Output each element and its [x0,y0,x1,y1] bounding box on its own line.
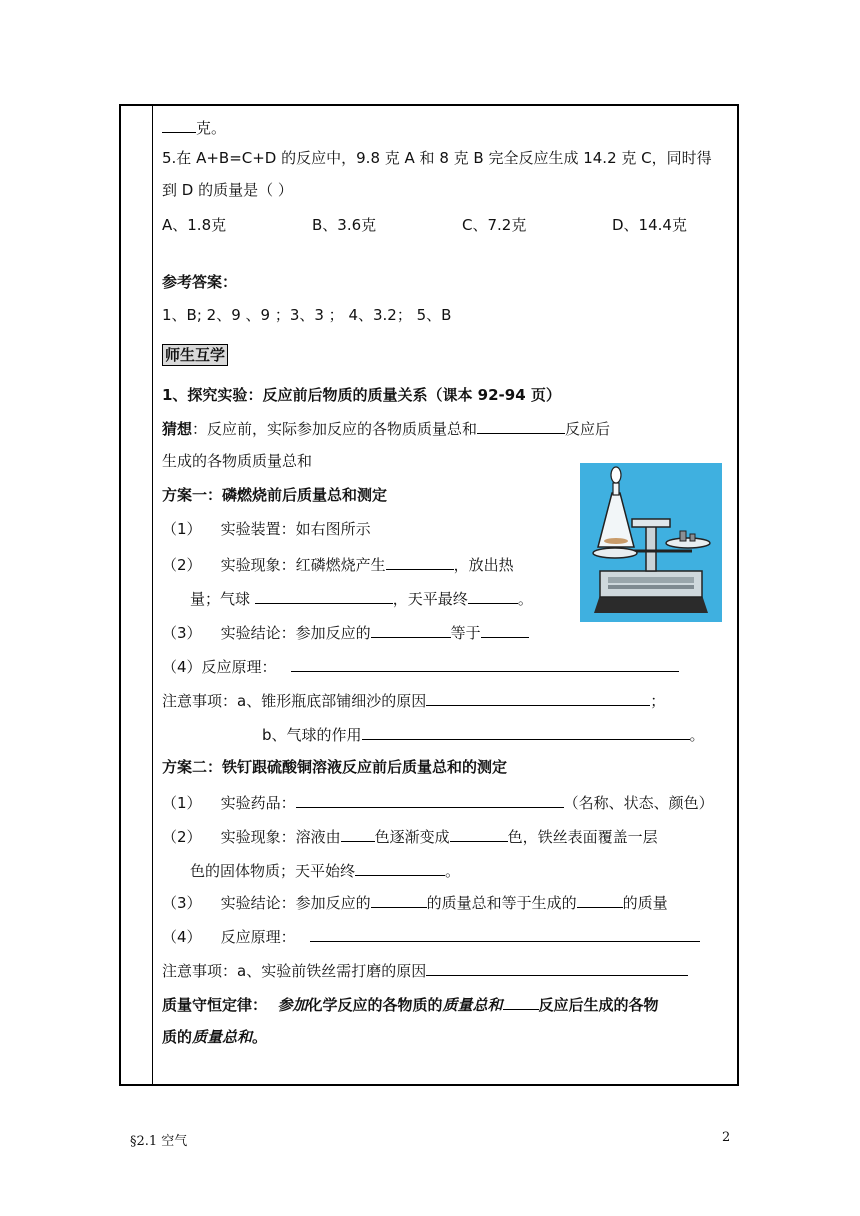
q4-blank[interactable] [162,116,196,133]
plan2-item3: （3） 实验结论：参加反应的 的质量总和等于生成的 的质量 [162,891,668,913]
plan2-item1: （1） 实验药品： （名称、状态、颜色） [162,791,714,813]
table-right-border [737,104,739,1086]
option-b[interactable]: B、3.6克 [312,216,377,234]
plan1-blank-balloon-role[interactable] [362,723,690,740]
table-column-divider [152,104,153,1086]
experiment-title: 1、探究实验：反应前后物质的质量关系（课本 92-94 页） [162,386,561,404]
plan2-blank-polish[interactable] [426,959,688,976]
section-title-line [162,345,228,365]
q4-tail: 克。 [162,116,226,138]
footer-section-label: §2.1 空气 [130,1134,188,1149]
plan1-blank-equation[interactable] [291,655,679,672]
guess-blank[interactable] [477,417,565,434]
plan1-note-b: b、气球的作用 。 [262,723,705,745]
plan2-blank-products[interactable] [577,891,623,908]
balance-apparatus-image [580,463,722,622]
plan2-blank-balance[interactable] [355,859,445,876]
plan1-item1: （1） 实验装置：如右图所示 [162,520,371,538]
plan1-item2: （2） 实验现象：红磷燃烧产生 ，放出热 [162,553,514,575]
plan2-blank-color-from[interactable] [341,825,375,842]
plan1-item2-cont: 量；气球 ，天平最终 。 [190,587,533,609]
table-bottom-border [119,1084,739,1086]
plan2-blank-equation[interactable] [310,925,700,942]
plan2-item4: （4） 反应原理： [162,925,700,947]
guess-line2: 生成的各物质质量总和 [162,452,313,470]
plan1-blank-products[interactable] [481,621,529,638]
law-line1: 质量守恒定律： 参加化学反应的各物质的质量总和 反应后生成的各物 [162,993,659,1015]
plan2-note: 注意事项：a、实验前铁丝需打磨的原因 [162,959,688,981]
table-top-border [119,104,739,106]
plan1-note-a: 注意事项：a、锥形瓶底部铺细沙的原因 ； [162,689,665,711]
page-number: 2 [722,1130,731,1145]
guess-line: 猜想：反应前，实际参加反应的各物质质量总和 反应后 [162,417,610,439]
plan1-item4: （4）反应原理： [162,655,679,677]
plan2-item2: （2） 实验现象：溶液由 色逐渐变成 色，铁丝表面覆盖一层 [162,825,658,847]
plan1-title: 方案一：磷燃烧前后质量总和测定 [162,486,388,504]
law-blank[interactable] [503,993,539,1010]
q5-line2: 到 D 的质量是（ ） [162,181,293,199]
plan1-blank-balance[interactable] [468,587,518,604]
q5-options [162,215,722,235]
plan2-title: 方案二：铁钉跟硫酸铜溶液反应前后质量总和的测定 [162,758,508,776]
answers-heading: 参考答案： [162,273,238,291]
option-d[interactable]: D、14.4克 [612,216,687,234]
plan1-blank-balloon[interactable] [255,587,393,604]
plan2-blank-color-to[interactable] [450,825,508,842]
balance-icon [580,463,722,622]
law-line2: 质的质量总和。 [162,1028,268,1046]
plan2-blank-reactants[interactable] [371,891,427,908]
plan1-blank-reactants[interactable] [371,621,451,638]
plan1-item3: （3） 实验结论：参加反应的 等于 [162,621,529,643]
option-a[interactable]: A、1.8克 [162,216,227,234]
plan2-blank-reagents[interactable] [296,791,564,808]
section-title: 师生互学 [162,344,228,366]
plan2-item2-cont: 色的固体物质；天平始终 。 [190,859,460,881]
option-c[interactable]: C、7.2克 [462,216,527,234]
guess-label: 猜想 [162,420,193,438]
q5-line1: 5.在 A+B=C+D 的反应中，9.8 克 A 和 8 克 B 完全反应生成 14.2 克 C，同时得 [162,149,712,167]
table-left-border [119,104,121,1086]
plan1-blank-phenomenon[interactable] [386,553,454,570]
answers-text: 1、B; 2、9 、9 ；3、3 ； 4、3.2； 5、B [162,306,452,324]
plan1-blank-sand[interactable] [426,689,650,706]
